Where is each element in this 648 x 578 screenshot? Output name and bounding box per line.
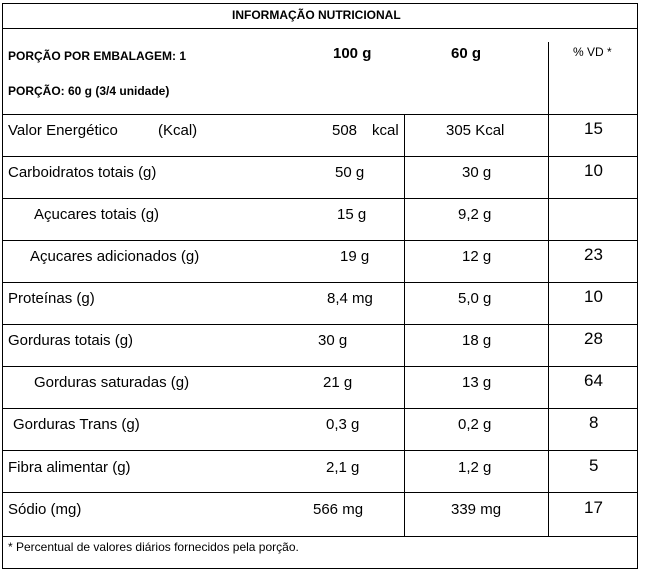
rule-row-2 xyxy=(2,198,638,199)
rule-title xyxy=(2,28,638,29)
column-header-vd: % VD * xyxy=(573,45,612,59)
row-value-100g: 2,1 g xyxy=(326,459,360,476)
footnote: * Percentual de valores diários fornecidos pela porção. xyxy=(8,540,299,554)
row-label: Valor Energético xyxy=(8,122,118,139)
row-value-vd: 10 xyxy=(584,287,603,306)
column-header-60g: 60 g xyxy=(451,45,482,62)
row-value-vd: 10 xyxy=(584,161,603,180)
row-value-60g: 30 g xyxy=(462,164,492,181)
portion-per-package: PORÇÃO POR EMBALAGEM: 1 xyxy=(8,49,187,63)
row-value-vd: 17 xyxy=(584,498,603,517)
portion-size: PORÇÃO: 60 g (3/4 unidade) xyxy=(8,84,170,98)
row-value-vd: 28 xyxy=(584,329,603,348)
row-label: Açucares adicionados (g) xyxy=(30,248,200,265)
row-value-60g: 339 mg xyxy=(451,501,502,518)
row-value-100g: 15 g xyxy=(337,206,367,223)
row-value-60g: 9,2 g xyxy=(458,206,492,223)
row-label: Carboidratos totais (g) xyxy=(8,164,157,181)
row-value-100g: 566 mg xyxy=(313,501,364,518)
row-value-vd: 5 xyxy=(589,456,599,475)
rule-row-3 xyxy=(2,240,638,241)
row-value-100g: 50 g xyxy=(335,164,365,181)
column-header-100g: 100 g xyxy=(333,45,372,62)
rule-row-5 xyxy=(2,324,638,325)
row-value-100g-unit: kcal xyxy=(372,122,399,139)
rule-header xyxy=(2,114,638,115)
rule-row-4 xyxy=(2,282,638,283)
row-value-vd: 8 xyxy=(589,413,599,432)
row-label: Açucares totais (g) xyxy=(34,206,160,223)
row-label: Gorduras Trans (g) xyxy=(13,416,140,433)
row-value-vd: 64 xyxy=(584,371,603,390)
table-title: INFORMAÇÃO NUTRICIONAL xyxy=(232,8,401,22)
row-value-100g: 19 g xyxy=(340,248,370,265)
row-value-60g: 13 g xyxy=(462,374,492,391)
row-label: Fibra alimentar (g) xyxy=(8,459,131,476)
row-value-60g: 1,2 g xyxy=(458,459,492,476)
col-divider-60g xyxy=(404,114,405,536)
row-label: Gorduras totais (g) xyxy=(8,332,134,349)
rule-row-1 xyxy=(2,156,638,157)
row-value-100g: 0,3 g xyxy=(326,416,360,433)
row-value-60g: 0,2 g xyxy=(458,416,492,433)
rule-row-9 xyxy=(2,492,638,493)
row-label: Proteínas (g) xyxy=(8,290,95,307)
row-value-vd: 23 xyxy=(584,245,603,264)
row-value-60g: 18 g xyxy=(462,332,492,349)
row-value-100g: 8,4 mg xyxy=(327,290,373,307)
row-value-60g: 5,0 g xyxy=(458,290,492,307)
row-label: Sódio (mg) xyxy=(8,501,82,518)
row-label: Gorduras saturadas (g) xyxy=(34,374,190,391)
row-value-vd: 15 xyxy=(584,119,603,138)
rule-row-10 xyxy=(2,536,638,537)
rule-row-6 xyxy=(2,366,638,367)
row-value-60g: 305 Kcal xyxy=(446,122,505,139)
row-unit: (Kcal) xyxy=(158,122,198,139)
row-value-100g: 30 g xyxy=(318,332,348,349)
rule-row-8 xyxy=(2,450,638,451)
rule-row-7 xyxy=(2,408,638,409)
row-value-60g: 12 g xyxy=(462,248,492,265)
row-value-100g: 508 xyxy=(332,122,358,139)
row-value-100g: 21 g xyxy=(323,374,353,391)
col-divider-vd xyxy=(548,42,549,536)
